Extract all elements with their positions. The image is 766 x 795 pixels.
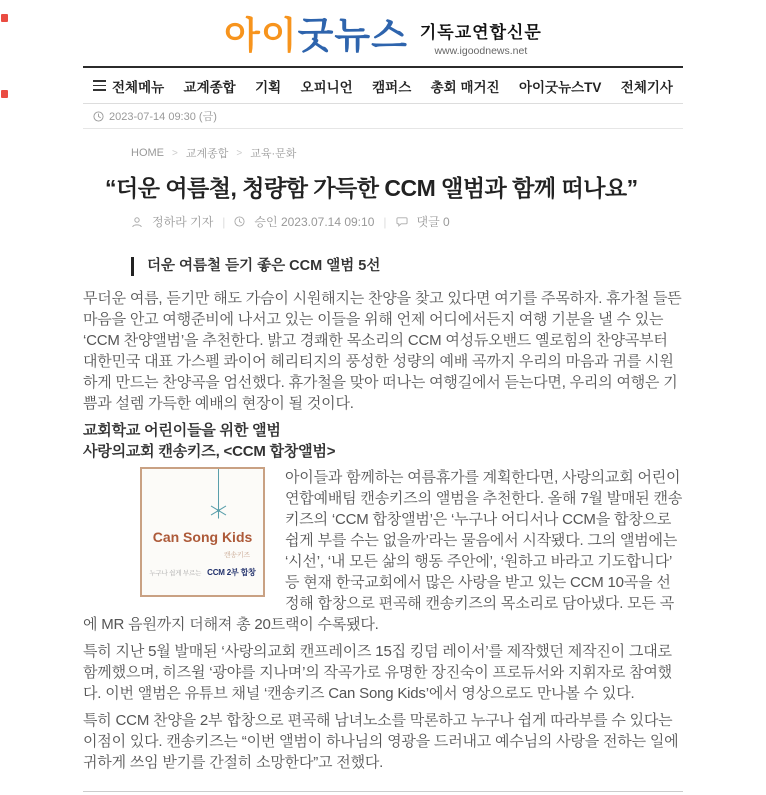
nav-item-planning[interactable]: 기획 (255, 79, 282, 95)
breadcrumb-subcategory[interactable]: 교육·문화 (250, 148, 297, 160)
byline-separator: | (222, 214, 226, 229)
section-title-line1: 교회학교 어린이들을 위한 앨범 (83, 422, 281, 439)
article-body (83, 288, 683, 773)
byline-separator: | (383, 214, 387, 229)
date-bar (83, 104, 683, 129)
left-edge-red-artifact (1, 90, 8, 98)
site-header (83, 0, 683, 66)
album-caption-bold: CCM 2부 합창 (207, 568, 256, 577)
hamburger-icon (93, 80, 106, 91)
brand-block (420, 18, 542, 57)
album-caption-small: 누구나 쉽게 부르는 (149, 570, 202, 577)
comment-bubble-icon (396, 216, 408, 227)
album-cover-image (140, 467, 265, 597)
brand-name: 기독교연합신문 (419, 22, 542, 42)
paragraph: 특히 지난 5월 발매된 ‘사랑의교회 캔프레이즈 15집 킹덤 레이서’를 제작했던 제작진이 그대로 함께했으며, 히즈윌 ‘광야를 지나며’의 작곡가로 유명한 장진숙이 프로듀서와 지휘자로 참여했다. 이번 앨범은 유튜브 채널 ‘캔송키즈 Can Song Kids’에서 영상으로도 만나볼 수 있다. (83, 643, 672, 702)
brand-url: www.igoodnews.net (434, 44, 528, 57)
subheadline-block (83, 257, 683, 276)
approved-datetime: 승인 2023.07.14 09:10 (254, 215, 375, 229)
clock-icon (234, 216, 245, 227)
nav-all-menu-button[interactable] (93, 76, 164, 96)
page-datetime: 2023-07-14 09:30 (금) (109, 111, 217, 123)
logo-text-blue: 굿뉴스 (297, 14, 408, 56)
breadcrumb-home[interactable]: HOME (131, 147, 164, 159)
paragraph: 특히 CCM 찬양을 2부 합창으로 편곡해 남녀노소를 막론하고 누구나 쉽게 따라부를 수 있다는 이점이 있다. 캔송키즈는 “이번 앨범이 하나님의 영광을 드러내고 예수님의 사랑을 전하는 일에 귀하게 쓰임 받기를 간절히 소망한다”고 전했다. (83, 712, 679, 771)
site-logo[interactable] (224, 14, 408, 56)
section-title (83, 420, 683, 462)
author-name[interactable]: 정하라 기자 (152, 215, 214, 229)
album-title: Can Song Kids (152, 529, 253, 545)
article-title: “더운 여름철, 청량함 가득한 CCM 앨범과 함께 떠나요” (105, 175, 638, 201)
nav-item-igoodnews-tv[interactable]: 아이굿뉴스TV (518, 79, 602, 95)
person-icon (131, 216, 143, 228)
logo-text-orange: 아이 (224, 14, 298, 56)
subheadline: 더운 여름철 듣기 좋은 CCM 앨범 5선 (131, 257, 683, 276)
album-star-icon (209, 501, 228, 520)
clock-icon (93, 111, 104, 122)
comment-count[interactable]: 댓글 0 (416, 215, 450, 229)
nav-item-church-general[interactable]: 교계종합 (183, 79, 236, 95)
page-container (83, 0, 683, 795)
album-figure (83, 467, 285, 600)
nav-item-all-articles[interactable]: 전체기사 (620, 79, 673, 95)
breadcrumb-separator: > (236, 147, 243, 159)
main-nav (83, 66, 683, 104)
nav-item-opinion[interactable]: 오피니언 (300, 79, 353, 95)
album-subtitle: 캔송키즈 (223, 552, 250, 559)
breadcrumb-category[interactable]: 교계종합 (185, 148, 229, 160)
album-caption (142, 560, 263, 584)
paragraph: 무더운 여름, 듣기만 해도 가슴이 시원해지는 찬양을 찾고 있다면 여기를 주목하자. 휴가철 들뜬 마음을 안고 여행준비에 나서고 있는 이들을 위해 언제 어디에서든지 여행 기분을 낼 수 있는 ‘CCM 찬양앨범’을 추천한다. 밝고 경쾌한 목소리의 CCM 여성듀오밴드 옐로힘의 찬양곡부터 대한민국 대표 가스펠 콰이어 헤리티지의 풍성한 성량의 예배 곡까지 우리의 마음과 귀를 시원하게 만드는 찬양곡을 엄선했다. 휴가철을 맞아 떠나는 여행길에서 듣는다면, 우리의 여행은 기쁨과 설렘 가득한 예배의 현장이 될 것이다. (83, 290, 682, 412)
breadcrumb (83, 145, 683, 161)
paragraph: 아이들과 함께하는 여름휴가를 계획한다면, 사랑의교회 어린이 연합예배팀 캔송키즈의 앨범을 추천한다. 올해 7월 발매된 캔송키즈의 ‘CCM 합창앨범’은 ‘누구나 어디서나 CCM을 합창으로 쉽게 부를 수는 없을까’라는 물음에서 시작됐다. 그의 앨범에는 ‘시선’, ‘내 모든 삶의 행동 주안에’, ‘원하고 바라고 기도합니다’ 등 현재 한국교회에서 많은 사랑을 받고 있는 CCM 10곡을 선정해 합창으로 편곡해 캔송키즈의 목소리로 담아냈다. 모든 곡에 MR 음원까지 더해져 총 20트랙이 수록됐다. (83, 469, 683, 633)
bottom-divider (83, 791, 683, 795)
breadcrumb-separator: > (172, 147, 178, 159)
section-title-line2: 사랑의교회 캔송키즈, <CCM 합창앨범> (83, 443, 336, 460)
nav-item-assembly-magazine[interactable]: 총회 매거진 (430, 79, 500, 95)
article-byline (83, 213, 683, 230)
nav-item-campus[interactable]: 캠퍼스 (372, 79, 412, 95)
nav-all-menu-label: 전체메뉴 (112, 79, 165, 95)
left-edge-red-artifact (1, 14, 8, 22)
